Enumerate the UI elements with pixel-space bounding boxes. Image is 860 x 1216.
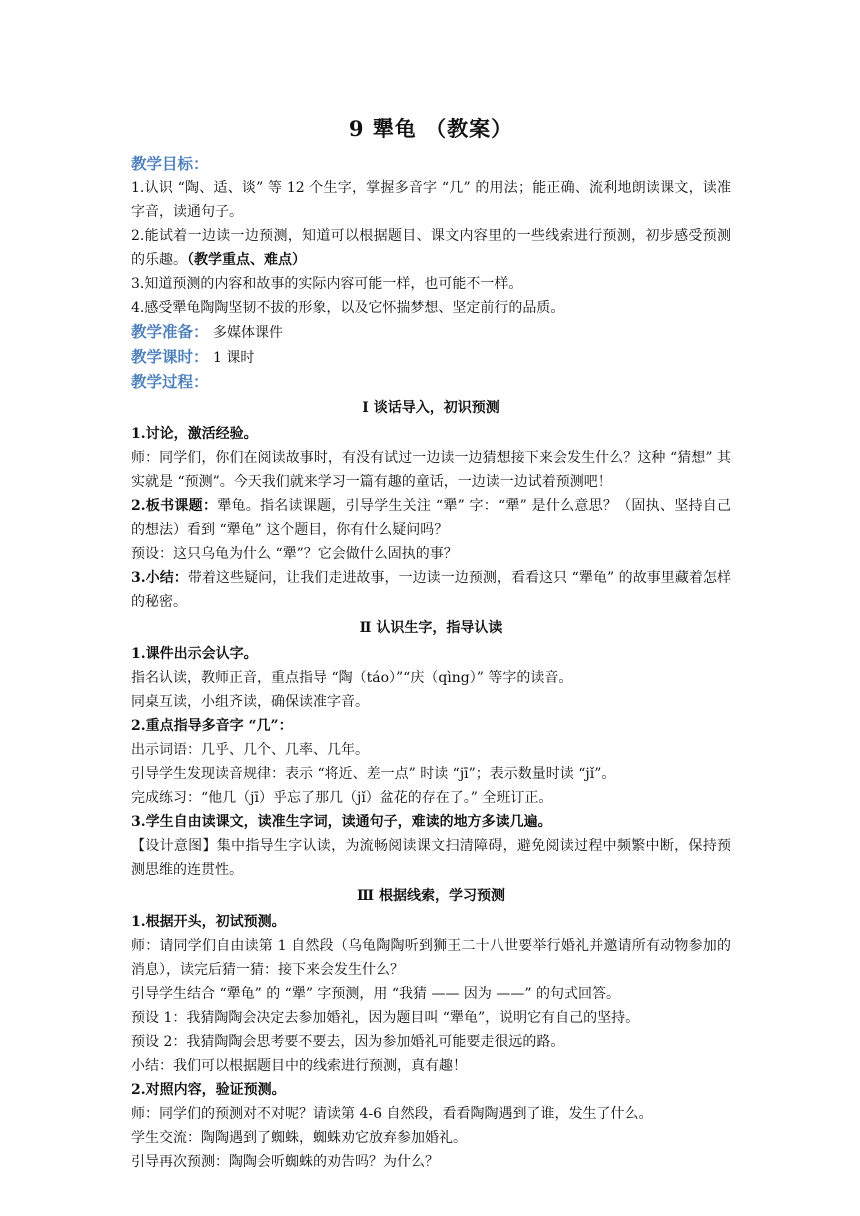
section-1-step-2-preset: 预设：这只乌龟为什么 “犟”？它会做什么固执的事？: [131, 546, 458, 562]
section-2-step-1-text-1: 指名认读，教师正音，重点指导 “陶（táo）”“庆（qìng）” 等字的读音。: [131, 670, 573, 686]
section-2-step-2-text-2: 引导学生发现读音规律：表示 “将近、差一点” 时读 “jī”；表示数量时读 “jǐ”。: [131, 766, 616, 782]
section-2-design-intent: 【设计意图】集中指导生字认读，为流畅阅读课文扫清障碍，避免阅读过程中频繁中断，保持预测思维的连贯性。: [131, 838, 731, 878]
page-title: 9 犟龟 （教案）: [348, 116, 514, 141]
section-2-heading: Ⅱ 认识生字，指导认读: [359, 620, 503, 636]
section-3-step-2-text-1: 师：同学们的预测对不对呢？请读第 4-6 自然段，看看陶陶遇到了谁，发生了什么。: [131, 1106, 653, 1122]
section-1-step-1-title: 1.讨论，激活经验。: [131, 426, 258, 442]
process-label: 教学过程：: [131, 372, 209, 391]
objective-2-text: 2.能试着一边读一边预测，知道可以根据题目、课文内容里的一些线索进行预测，初步感受预测的乐趣。: [131, 228, 731, 268]
section-1-heading: Ⅰ 谈话导入，初识预测: [362, 400, 500, 416]
section-2-step-1-text-2: 同桌互读，小组齐读，确保读准字音。: [131, 694, 369, 710]
objective-4: 4.感受犟龟陶陶坚韧不拔的形象，以及它怀揣梦想、坚定前行的品质。: [131, 300, 565, 316]
section-3-step-2-text-3: 引导再次预测：陶陶会听蜘蛛的劝告吗？为什么？: [131, 1154, 439, 1170]
section-3-step-1-text-5: 小结：我们可以根据题目中的线索进行预测，真有趣！: [131, 1058, 467, 1074]
section-2-step-2-text-1: 出示词语：几乎、几个、几率、几年。: [131, 742, 369, 758]
preparation-value: 多媒体课件: [212, 325, 283, 341]
hours-label: 教学课时：: [131, 347, 209, 366]
section-1-step-1-text: 师：同学们，你们在阅读故事时，有没有试过一边读一边猜想接下来会发生什么？这种 “猜想” 其实就是 “预测”。今天我们就来学习一篇有趣的童话，一边读一边试着预测吧！: [131, 450, 731, 490]
section-1-step-3-title: 3.小结：: [131, 570, 188, 586]
section-3-heading: Ⅲ 根据线索，学习预测: [357, 888, 505, 904]
section-1-step-3: [131, 566, 731, 614]
objective-1: 1.认识 “陶、适、谈” 等 12 个生字，掌握多音字 “几” 的用法；能正确、流利地朗读课文，读准字音，读通句子。: [131, 180, 731, 220]
objective-2: [131, 224, 731, 272]
lesson-plan-page: [131, 112, 731, 1174]
preparation-row: [131, 320, 731, 345]
section-3-step-2-title: 2.对照内容，验证预测。: [131, 1082, 286, 1098]
section-2-step-2-text-3: 完成练习：“他几（jī）乎忘了那几（jǐ）盆花的存在了。” 全班订正。: [131, 790, 553, 806]
objective-3: 3.知道预测的内容和故事的实际内容可能一样，也可能不一样。: [131, 276, 523, 292]
section-1-step-2-title: 2.板书课题：: [131, 498, 218, 514]
section-3-step-1-text-3: 预设 1：我猜陶陶会决定去参加婚礼，因为题目叫 “犟龟”，说明它有自己的坚持。: [131, 1010, 640, 1026]
section-3-step-1-text-1: 师：请同学们自由读第 1 自然段（乌龟陶陶听到狮王二十八世要举行婚礼并邀请所有动物参加的消息），读完后猜一猜：接下来会发生什么？: [131, 938, 731, 978]
objective-2-emphasis: （教学重点、难点）: [187, 252, 306, 268]
section-3-step-1-text-2: 引导学生结合 “犟龟” 的 “犟” 字预测，用 “我猜 —— 因为 ——” 的句式回答。: [131, 986, 620, 1002]
section-3-step-2-text-2: 学生交流：陶陶遇到了蜘蛛，蜘蛛劝它放弃参加婚礼。: [131, 1130, 467, 1146]
section-1-step-3-text: 带着这些疑问，让我们走进故事，一边读一边预测，看看这只 “犟龟” 的故事里藏着怎样的秘密。: [131, 570, 731, 610]
section-2-step-2-title: 2.重点指导多音字 “几”：: [131, 718, 293, 734]
section-1-step-2-text: 犟龟。指名读课题，引导学生关注 “犟” 字：“犟” 是什么意思？（固执、坚持自己的想法）看到 “犟龟” 这个题目，你有什么疑问吗？: [131, 498, 731, 538]
section-2-step-3-title: 3.学生自由读课文，读准生字词，读通句子，难读的地方多读几遍。: [131, 814, 552, 830]
hours-value: 1 课时: [212, 350, 255, 366]
section-1-step-2: [131, 494, 731, 542]
preparation-label: 教学准备：: [131, 322, 209, 341]
section-3-step-1-text-4: 预设 2：我猜陶陶会思考要不要去，因为参加婚礼可能要走很远的路。: [131, 1034, 565, 1050]
objectives-label: 教学目标：: [131, 154, 209, 173]
hours-row: [131, 345, 731, 370]
section-3-step-1-title: 1.根据开头，初试预测。: [131, 914, 286, 930]
section-2-step-1-title: 1.课件出示会认字。: [131, 646, 258, 662]
